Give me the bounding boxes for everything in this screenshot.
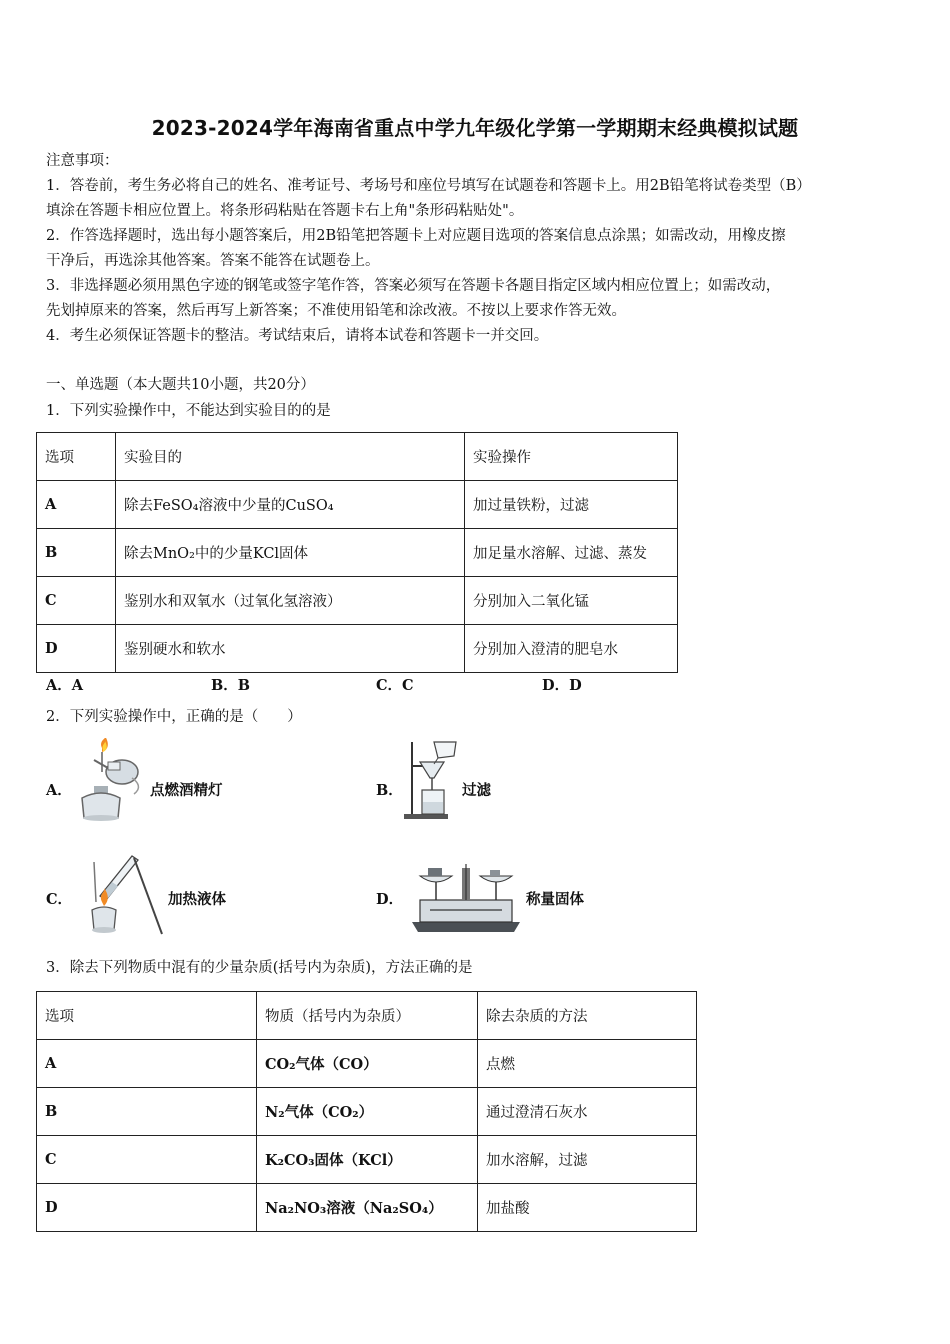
- table-cell: B: [37, 1088, 257, 1136]
- table-cell: 分别加入澄清的肥皂水: [465, 625, 678, 673]
- option-c-letter[interactable]: C．: [46, 891, 73, 908]
- question-3-table: [36, 991, 697, 1232]
- table-cell: 分别加入二氧化锰: [465, 577, 678, 625]
- table-row: [37, 625, 678, 673]
- table-cell: 加水溶解，过滤: [478, 1136, 697, 1184]
- table-cell: 加过量铁粉，过滤: [465, 481, 678, 529]
- table-cell: 通过澄清石灰水: [478, 1088, 697, 1136]
- balance-scale-icon: [408, 860, 524, 934]
- table-row: [37, 1184, 697, 1232]
- table-row: [37, 1040, 697, 1088]
- heating-test-tube-icon: [72, 850, 168, 936]
- option-b-letter[interactable]: B．: [376, 782, 403, 799]
- page-title: 2023-2024学年海南省重点中学九年级化学第一学期期末经典模拟试题: [151, 116, 799, 140]
- table-cell: 鉴别硬水和软水: [116, 625, 465, 673]
- table-cell: K₂CO₃固体（KCl）: [257, 1136, 478, 1184]
- table-cell: Na₂NO₃溶液（Na₂SO₄）: [257, 1184, 478, 1232]
- table-row: [37, 1136, 697, 1184]
- table-cell: N₂气体（CO₂）: [257, 1088, 478, 1136]
- notice-line: 填涂在答题卡相应位置上。将条形码粘贴在答题卡右上角"条形码粘贴处"。: [46, 203, 524, 219]
- question-3-stem: 3．除去下列物质中混有的少量杂质(括号内为杂质)，方法正确的是: [46, 960, 473, 976]
- notice-line: 1．答卷前，考生务必将自己的姓名、准考证号、考场号和座位号填写在试题卷和答题卡上。用2B铅笔将试卷类型（B）: [46, 178, 811, 194]
- table-row: [37, 1088, 697, 1136]
- option-d-label: 称量固体: [526, 891, 584, 908]
- table-cell: A: [37, 481, 116, 529]
- question-1-stem: 1．下列实验操作中，不能达到实验目的的是: [46, 403, 331, 419]
- option-a-letter[interactable]: A．: [46, 782, 72, 799]
- notice-heading: 注意事项：: [46, 153, 119, 169]
- table-cell: 加足量水溶解、过滤、蒸发: [465, 529, 678, 577]
- table-cell: 加盐酸: [478, 1184, 697, 1232]
- table-cell: D: [37, 625, 116, 673]
- table-header-cell: 除去杂质的方法: [478, 992, 697, 1040]
- notice-line: 先划掉原来的答案，然后再写上新答案；不准使用铅笔和涂改液。不按以上要求作答无效。: [46, 303, 626, 319]
- table-cell: A: [37, 1040, 257, 1088]
- option-b-label: 过滤: [462, 782, 491, 799]
- table-cell: C: [37, 577, 116, 625]
- table-cell: 鉴别水和双氧水（过氧化氢溶液）: [116, 577, 465, 625]
- table-cell: CO₂气体（CO）: [257, 1040, 478, 1088]
- option-c-label: 加热液体: [168, 891, 226, 908]
- table-row: [37, 481, 678, 529]
- answer-option-c[interactable]: C．C: [376, 677, 414, 694]
- alcohol-lamp-lighting-icon: [72, 738, 148, 822]
- notice-line: 2．作答选择题时，选出每小题答案后，用2B铅笔把答题卡上对应题目选项的答案信息点涂黑；如需改动，用橡皮擦: [46, 228, 786, 244]
- table-row: [37, 529, 678, 577]
- option-d-letter[interactable]: D．: [376, 891, 404, 908]
- filtration-setup-icon: [402, 738, 462, 822]
- notice-line: 4．考生必须保证答题卡的整洁。考试结束后，请将本试卷和答题卡一并交回。: [46, 328, 549, 344]
- table-cell: 除去MnO₂中的少量KCl固体: [116, 529, 465, 577]
- answer-option-a[interactable]: A．A: [46, 677, 84, 694]
- table-cell: C: [37, 1136, 257, 1184]
- table-header-cell: 选项: [37, 992, 257, 1040]
- answer-option-b[interactable]: B．B: [211, 677, 251, 694]
- table-cell: 点燃: [478, 1040, 697, 1088]
- table-header-cell: 选项: [37, 433, 116, 481]
- section-heading: 一、单选题（本大题共10小题，共20分）: [46, 377, 315, 393]
- table-cell: 除去FeSO₄溶液中少量的CuSO₄: [116, 481, 465, 529]
- table-header-cell: 实验目的: [116, 433, 465, 481]
- table-header-row: [37, 433, 678, 481]
- table-row: [37, 577, 678, 625]
- notice-line: 3．非选择题必须用黑色字迹的钢笔或签字笔作答，答案必须写在答题卡各题目指定区域内相应位置上；如需改动，: [46, 278, 781, 294]
- table-header-cell: 物质（括号内为杂质）: [257, 992, 478, 1040]
- table-cell: B: [37, 529, 116, 577]
- table-header-cell: 实验操作: [465, 433, 678, 481]
- table-cell: D: [37, 1184, 257, 1232]
- answer-option-d[interactable]: D．D: [542, 677, 582, 694]
- notice-line: 干净后，再选涂其他答案。答案不能答在试题卷上。: [46, 253, 380, 269]
- question-2-stem: 2．下列实验操作中，正确的是（ ）: [46, 709, 302, 725]
- table-header-row: [37, 992, 697, 1040]
- question-1-table: [36, 432, 678, 673]
- option-a-label: 点燃酒精灯: [150, 782, 223, 799]
